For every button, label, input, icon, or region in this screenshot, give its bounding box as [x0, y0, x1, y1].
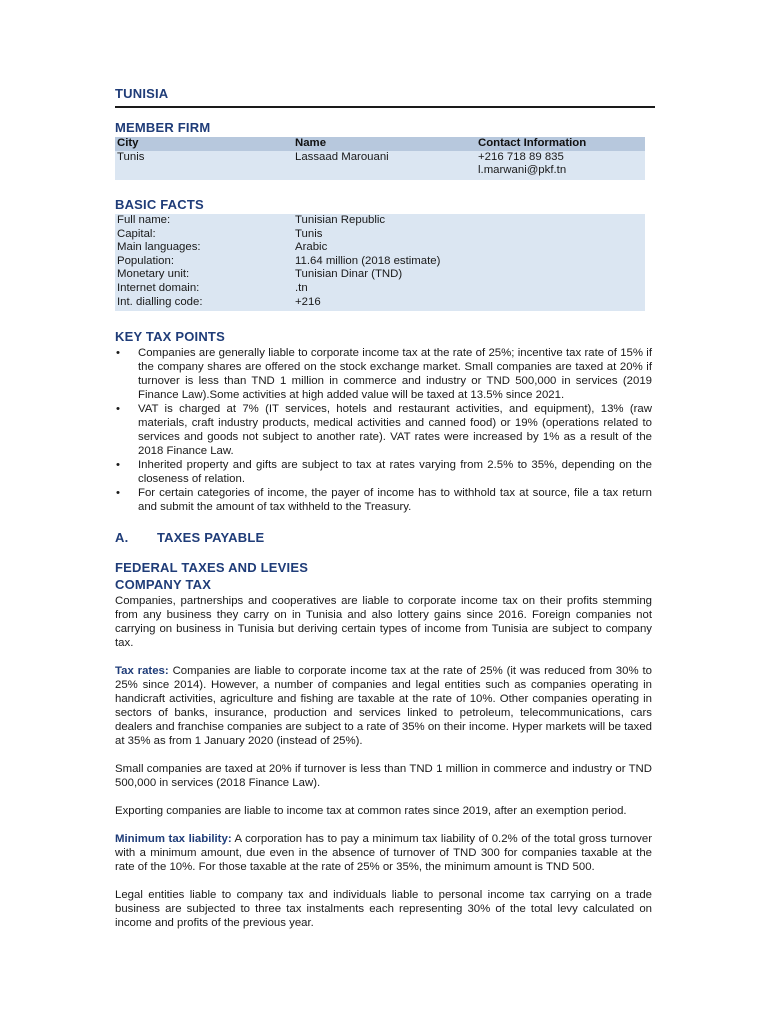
- fact-label: Capital:: [115, 228, 293, 242]
- column-header-contact: Contact Information: [476, 137, 645, 151]
- bullet-icon: •: [116, 487, 120, 499]
- fact-value: Tunisian Republic: [293, 214, 645, 228]
- table-row: [115, 268, 645, 282]
- key-tax-points-list: [115, 346, 652, 514]
- minimum-tax-label: Minimum tax liability:: [115, 833, 232, 845]
- fact-value: Tunisian Dinar (TND): [293, 268, 645, 282]
- table-header-row: [115, 137, 645, 151]
- table-row: [115, 296, 645, 312]
- tax-rates-text: Companies are liable to corporate income tax at the rate of 25% (it was reduced from 30% to 25% since 2014). However, a number of companies and legal entities such as companies operating in handicraft activities, agriculture and fishing are taxable at the rate of 10%. Other companies operating in sectors of banks, insurance, production and services linked to petroleum, telecommunications, cars dealers and franchise companies are subject to a rate of 35% on their income. Hyper markets will be taxed at 35% as from 1 January 2020 (instead of 25%).: [115, 665, 652, 747]
- small-companies-paragraph: Small companies are taxed at 20% if turnover is less than TND 1 million in commerce and industry or TND 500,000 in services (2018 Finance Law).: [115, 763, 652, 789]
- list-item: [115, 402, 652, 458]
- member-firm-heading: MEMBER FIRM: [115, 120, 211, 135]
- column-header-city: City: [115, 137, 293, 151]
- table-row: [115, 214, 645, 228]
- heading-rule: [115, 106, 655, 108]
- fact-value: .tn: [293, 282, 645, 296]
- table-row: [115, 255, 645, 269]
- table-row: [115, 228, 645, 242]
- list-item: [115, 486, 652, 514]
- section-title: TAXES PAYABLE: [157, 530, 265, 545]
- fact-label: Monetary unit:: [115, 268, 293, 282]
- key-tax-points-heading: KEY TAX POINTS: [115, 329, 225, 344]
- federal-taxes-heading: FEDERAL TAXES AND LEVIES: [115, 560, 309, 575]
- firm-city: Tunis: [115, 151, 293, 180]
- fact-label: Population:: [115, 255, 293, 269]
- section-number: A.: [115, 530, 129, 545]
- fact-label: Full name:: [115, 214, 293, 228]
- column-header-name: Name: [293, 137, 476, 151]
- fact-value: 11.64 million (2018 estimate): [293, 255, 645, 269]
- fact-value: Arabic: [293, 241, 645, 255]
- firm-contact-name: Lassaad Marouani: [293, 151, 476, 180]
- company-tax-intro: Companies, partnerships and cooperatives are liable to corporate income tax on their profits stemming from any business they carry on in Tunisia and also lottery gains since 2016. Foreign companies not carrying on business in Tunisia but deriving certain types of income from Tunisia are subject to company tax.: [115, 595, 652, 649]
- fact-label: Int. dialling code:: [115, 296, 293, 312]
- table-row: [115, 241, 645, 255]
- table-row: [115, 282, 645, 296]
- tax-rates-label: Tax rates:: [115, 665, 169, 677]
- fact-label: Main languages:: [115, 241, 293, 255]
- member-firm-table: [115, 137, 645, 180]
- fact-label: Internet domain:: [115, 282, 293, 296]
- country-heading: TUNISIA: [115, 86, 169, 101]
- list-item: [115, 346, 652, 402]
- minimum-tax-paragraph: [115, 832, 652, 874]
- basic-facts-table: [115, 214, 645, 311]
- firm-contact-info: [476, 151, 645, 180]
- tax-rates-paragraph: [115, 664, 652, 748]
- instalments-paragraph: Legal entities liable to company tax and individuals liable to personal income tax carrying on a trade business are subjected to three tax instalments each representing 30% of the total levy calculated on income and profits of the previous year.: [115, 889, 652, 929]
- basic-facts-heading: BASIC FACTS: [115, 197, 204, 212]
- company-tax-heading: COMPANY TAX: [115, 577, 212, 592]
- list-item: [115, 458, 652, 486]
- list-item-text: Inherited property and gifts are subject to tax at rates varying from 2.5% to 35%, depending on the closeness of relation.: [138, 459, 652, 485]
- fact-value: Tunis: [293, 228, 645, 242]
- bullet-icon: •: [116, 403, 120, 415]
- list-item-text: For certain categories of income, the payer of income has to withhold tax at source, file a tax return and submit the amount of tax withheld to the Treasury.: [138, 487, 652, 513]
- minimum-tax-text: A corporation has to pay a minimum tax liability of 0.2% of the total gross turnover with a minimum amount, due even in the absence of turnover of TND 300 for companies taxable at the rate of the 10%. For those taxable at the rate of 25% or 35%, the minimum amount is TND 500.: [115, 833, 652, 873]
- exporting-paragraph: Exporting companies are liable to income tax at common rates since 2019, after an exemption period.: [115, 805, 627, 817]
- table-row: [115, 151, 645, 180]
- section-a-heading: [115, 530, 264, 545]
- bullet-icon: •: [116, 459, 120, 471]
- fact-value: +216: [293, 296, 645, 312]
- list-item-text: VAT is charged at 7% (IT services, hotels and restaurant activities, and equipment), 13% (raw materials, craft industry products, medical activities and canned food) or 19% (operations related to services and goods not subject to another rate). VAT rates were increased by 1% as a result of the 2018 Finance Law.: [138, 403, 652, 457]
- firm-email: l.marwani@pkf.tn: [478, 164, 567, 177]
- firm-phone: +216 718 89 835: [478, 150, 564, 163]
- bullet-icon: •: [116, 347, 120, 359]
- list-item-text: Companies are generally liable to corporate income tax at the rate of 25%; incentive tax rate of 15% if the company shares are offered on the stock exchange market. Small companies are taxed at 20% if turnover is less than TND 1 million in commerce and industry or TND 500,000 in services (2019 Finance Law).Some activities at high added value will be taxed at 13.5% since 2021.: [138, 347, 652, 401]
